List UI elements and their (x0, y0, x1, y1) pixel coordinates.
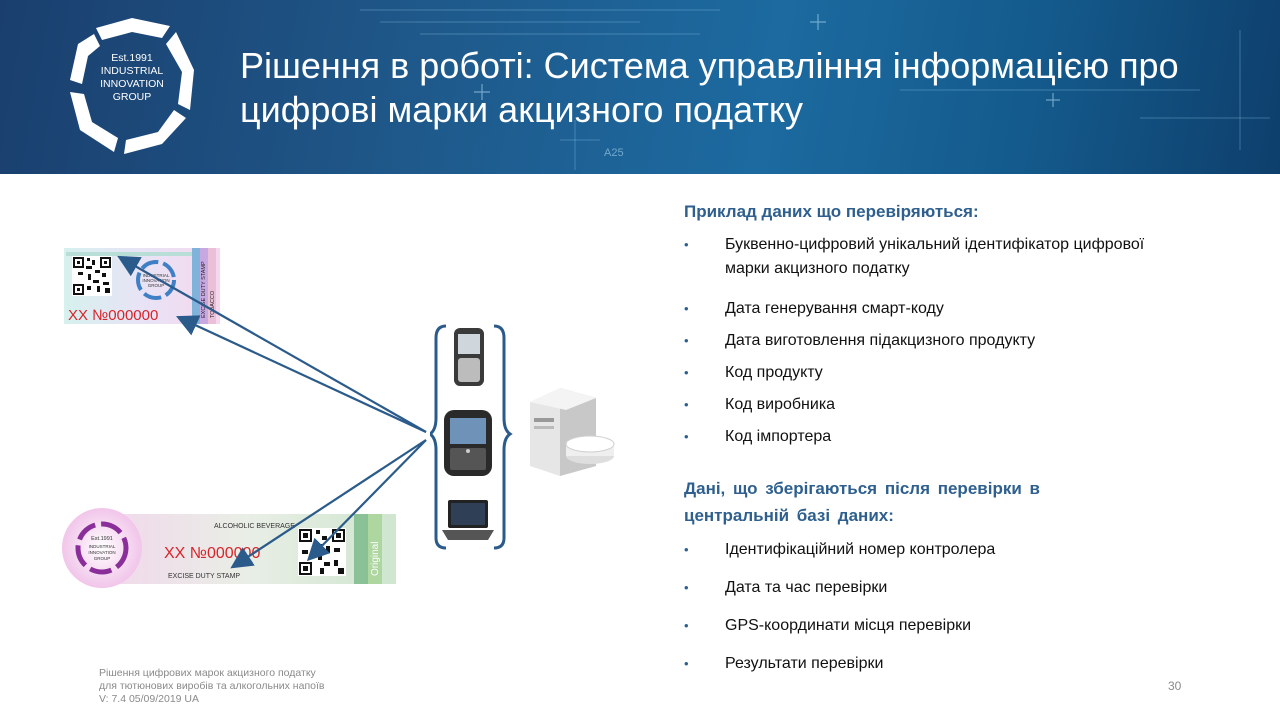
verification-devices (430, 318, 630, 554)
svg-text:A25: A25 (604, 147, 624, 159)
logo-line-industrial: INDUSTRIAL (100, 65, 164, 77)
bullet-icon: • (684, 618, 689, 633)
right-brace (494, 326, 510, 548)
list-item-text: Дата виготовлення підакцизного продукту (725, 332, 1036, 349)
svg-text:GROUP: GROUP (147, 283, 165, 288)
stamp1-duty-label: EXCISE DUTY STAMP (201, 261, 207, 318)
page-number: 30 (1168, 679, 1182, 693)
section2-heading: Дані, що зберігаються після перевірки в центральній базі даних: (684, 479, 1040, 525)
bullet-icon: • (684, 333, 689, 348)
logo-est: Est.1991 (111, 52, 153, 64)
stamp2-duty-label: EXCISE DUTY STAMP (168, 573, 241, 580)
svg-text:GROUP: GROUP (93, 556, 111, 561)
list-item-text: Код виробника (725, 396, 836, 413)
bullet-icon: • (684, 429, 689, 444)
list-item-text: GPS-координати місця перевірки (725, 617, 972, 634)
stamp2-origin-label: Original (370, 541, 381, 576)
alcohol-excise-stamp (62, 506, 398, 590)
list-item (684, 652, 1154, 676)
svg-text:INNOVATION: INNOVATION (88, 550, 116, 555)
list-item (684, 361, 1154, 385)
laptop-icon (442, 500, 494, 540)
server-icon (530, 388, 614, 476)
section2-list (684, 538, 1154, 676)
stamp2-logo-est: Est.1991 (91, 536, 113, 542)
list-item (684, 329, 1154, 353)
footer-note (99, 667, 324, 706)
left-brace (430, 326, 446, 548)
list-item-text: Буквенно-цифровий унікальний ідентифікатор цифрової марки акцизного податку (725, 236, 1145, 277)
list-item-text: Код продукту (725, 364, 823, 381)
list-item (684, 538, 1154, 562)
logo-line-innovation: INNOVATION (100, 78, 164, 90)
stamp1-type-label: TOBACCO (210, 290, 216, 318)
bullet-icon: • (684, 542, 689, 557)
svg-text:INDUSTRIAL: INDUSTRIAL (88, 544, 116, 549)
logo-text (66, 52, 198, 104)
svg-text:INNOVATION: INNOVATION (142, 278, 170, 283)
bullet-icon: • (684, 301, 689, 316)
bullet-icon: • (684, 580, 689, 595)
list-item (684, 233, 1154, 281)
stamp1-serial: XX №000000 (68, 307, 159, 324)
list-item-text: Дата генерування смарт-коду (725, 300, 944, 317)
smartphone-icon (444, 410, 492, 476)
slide-title: Рішення в роботі: Система управління інформацією про цифрові марки акцизного податку (240, 45, 1179, 130)
section1-list (684, 233, 1154, 449)
logo-line-group: GROUP (112, 91, 152, 103)
mobile-phone-icon (454, 328, 484, 386)
list-item-text: Результати перевірки (725, 655, 884, 672)
list-item-text: Код імпортера (725, 428, 832, 445)
stamp2-serial: XX №000000 (164, 545, 261, 562)
stamp2-type-label: ALCOHOLIC BEVERAGE (214, 523, 295, 530)
list-item (684, 614, 1154, 638)
footer-line-1: Рішення цифрових марок акцизного податку (99, 667, 316, 679)
tobacco-excise-stamp (64, 244, 220, 328)
svg-text:INDUSTRIAL: INDUSTRIAL (142, 273, 170, 278)
bullet-icon: • (684, 656, 689, 671)
footer-version: V: 7.4 05/09/2019 UA (99, 693, 200, 705)
list-item (684, 425, 1154, 449)
list-item-text: Ідентифікаційний номер контролера (725, 541, 996, 558)
footer-line-2: для тютюнових виробів та алкогольних напоїв (99, 680, 325, 692)
list-item (684, 393, 1154, 417)
list-item (684, 576, 1154, 600)
section1-heading: Приклад даних що перевіряються: (684, 202, 979, 221)
list-item (684, 297, 1154, 321)
bullet-icon: • (684, 397, 689, 412)
bullet-icon: • (684, 365, 689, 380)
bullet-icon: • (684, 237, 689, 252)
header-banner (0, 0, 1280, 174)
arrow-to-stamp1-serial (180, 318, 426, 432)
list-item-text: Дата та час перевірки (725, 579, 888, 596)
